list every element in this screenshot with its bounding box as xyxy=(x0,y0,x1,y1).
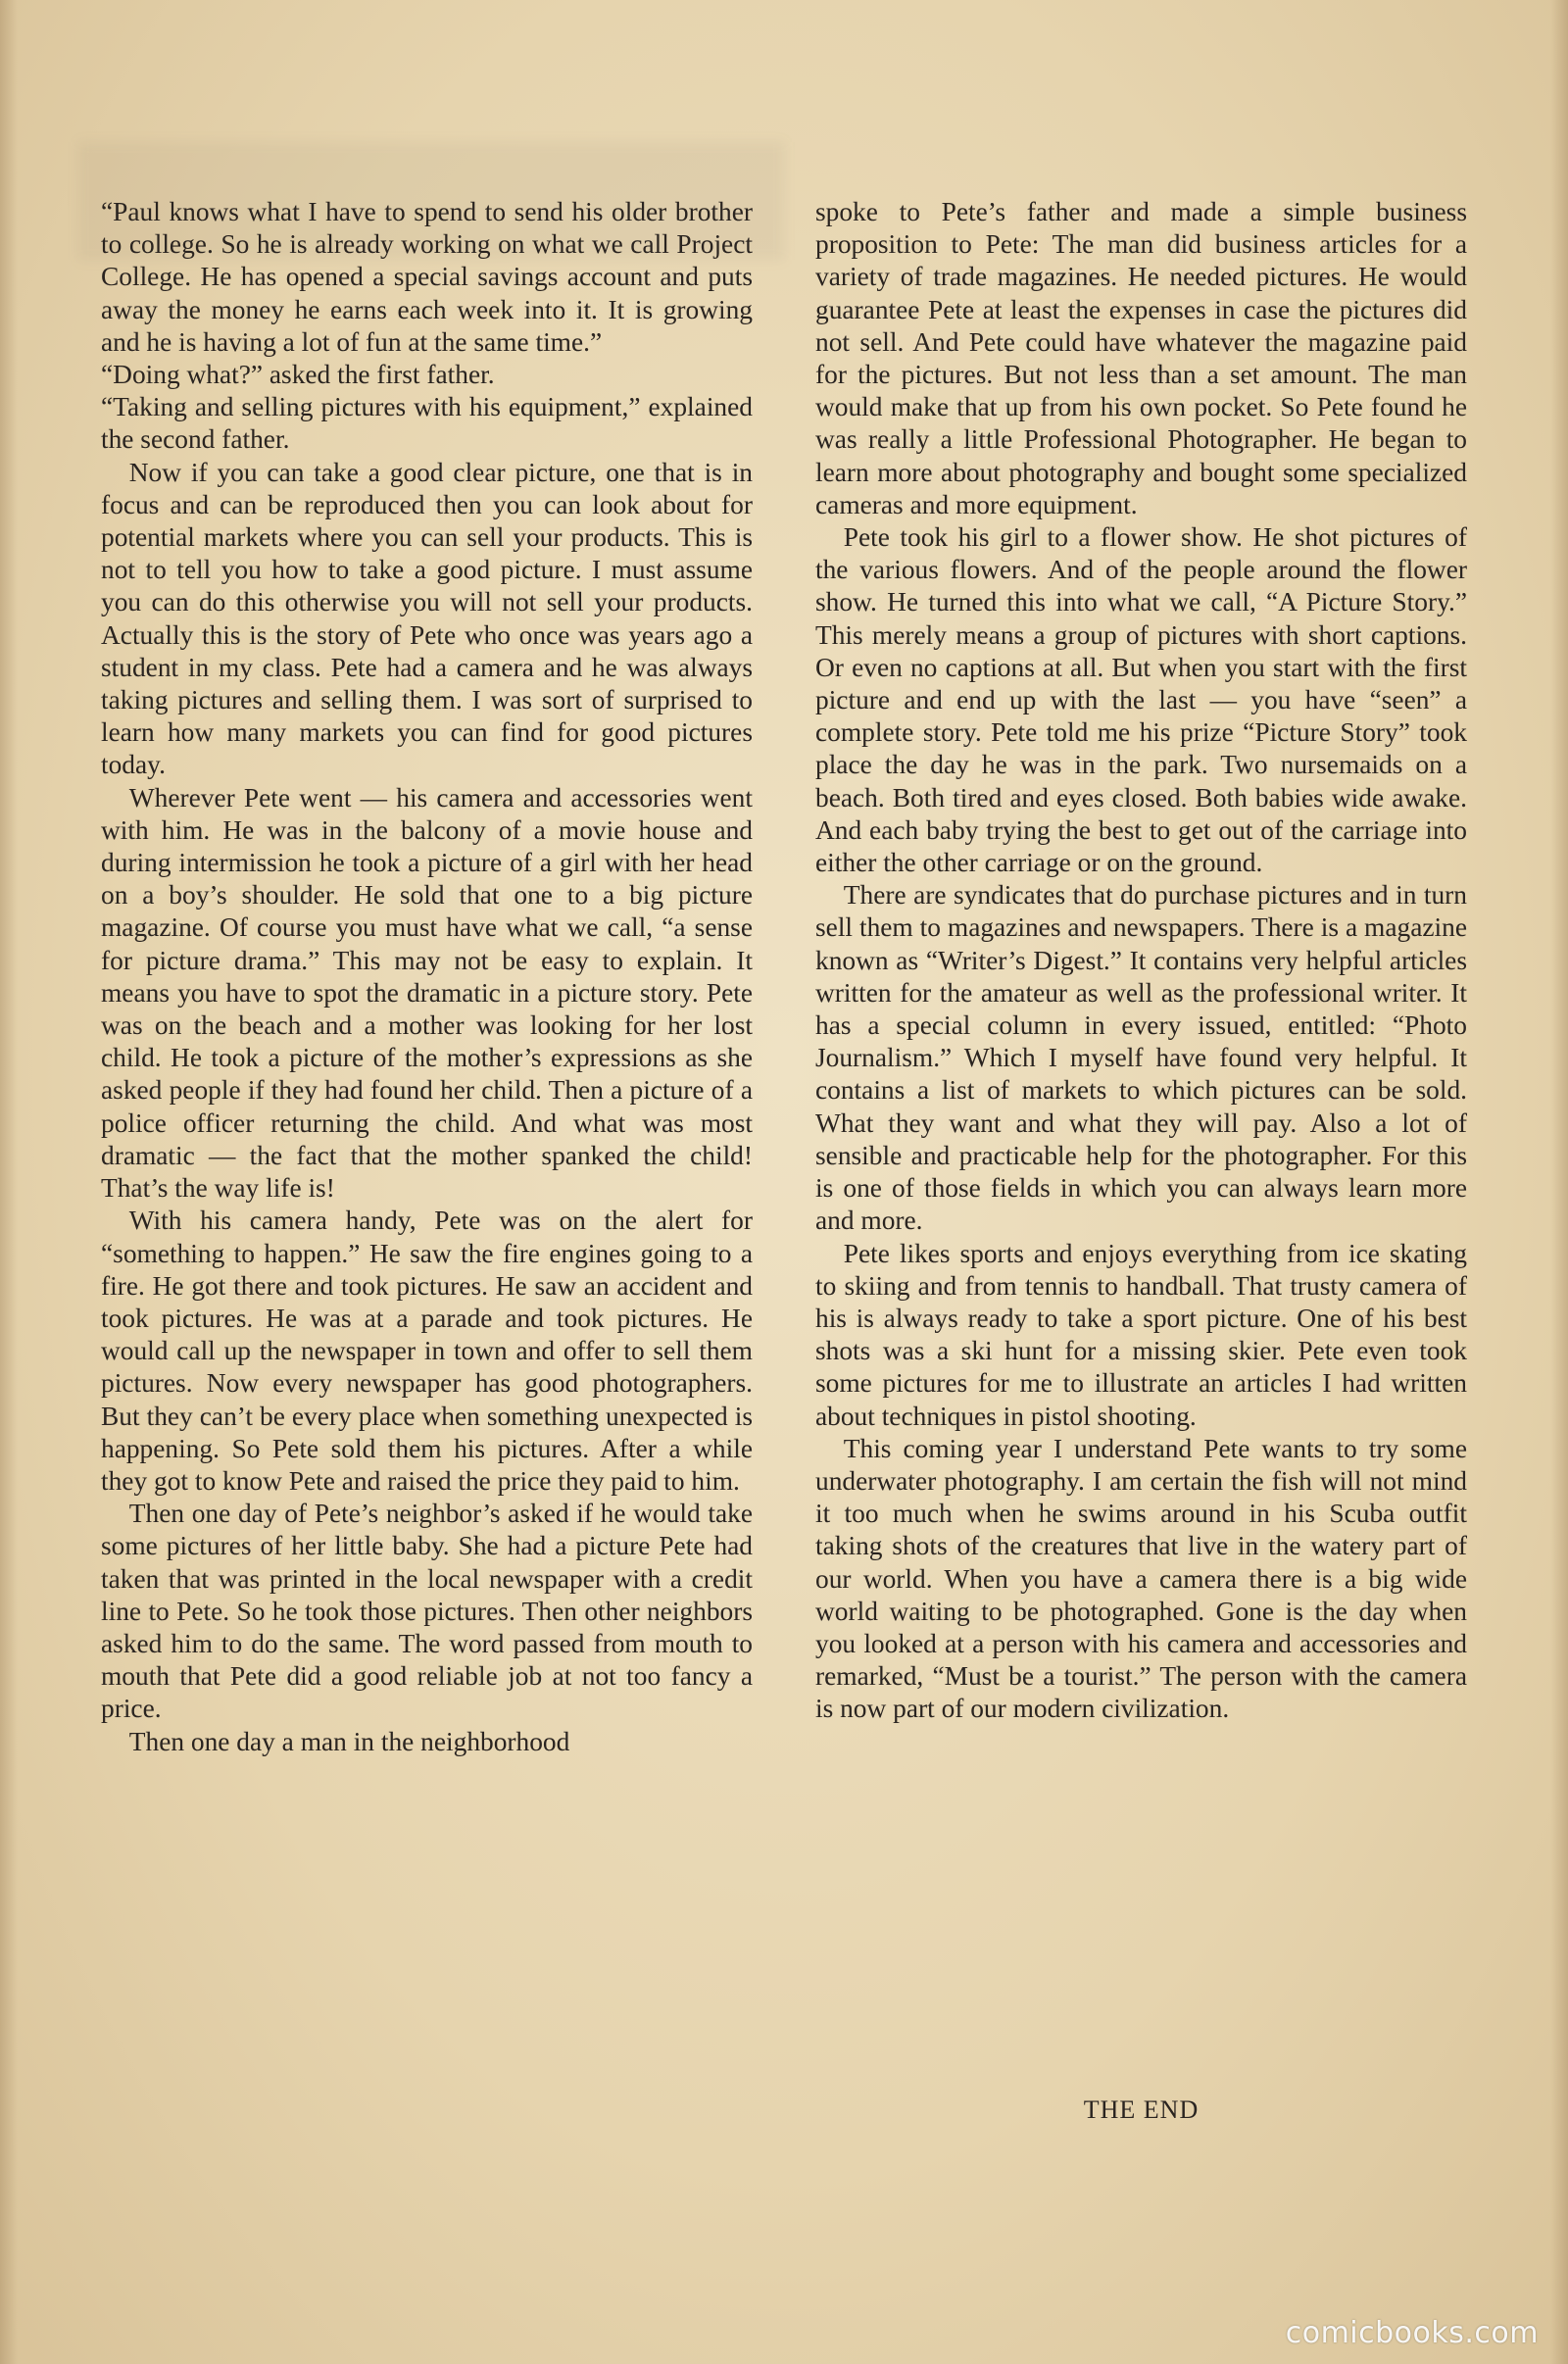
paragraph: “Taking and selling pictures with his equipment,” explained the second father. xyxy=(101,392,753,455)
paragraph: “Paul knows what I have to spend to send his older brother to college. So he is already working on what we call Project College. He has opened a special savings account and puts away the money he earns each week into it. It is growing and he is having a lot of fun at the same time.” xyxy=(101,197,753,357)
paragraph: There are syndicates that do purchase pictures and in turn sell them to magazines and newspapers. There is a magazine known as “Writer’s Digest.” It contains very helpful articles written for the amateur as well as the professional writer. It has a special column in every issued, entitled: “Photo Journalism.” Which I myself have found very helpful. It contains a list of markets to which pictures can be sold. What they want and what they will pay. Also a lot of sensible and practicable help for the photographer. For this is one of those fields in which you can always learn more and more. xyxy=(815,880,1467,1236)
right-column xyxy=(815,196,1467,1726)
paragraph: Then one day a man in the neighborhood xyxy=(128,1726,570,1756)
paragraph: With his camera handy, Pete was on the alert for “something to happen.” He saw the fire engines going to a fire. He got there and took pictures. He saw an accident and took pictures. He was at a parade and took pictures. He would call up the newspaper in town and offer to sell them pictures. Now every newspaper has good photographers. But they can’t be every place when something unexpected is happening. So Pete sold them his pictures. After a while they got to know Pete and raised the price they paid to him. xyxy=(101,1206,753,1496)
paragraph: Pete likes sports and enjoys everything from ice skating to skiing and from tennis to handball. That trusty camera of his is always ready to take a sport picture. One of his best shots was a ski hunt for a missing skier. Pete even took some pictures for me to illustrate an articles I had written about techniques in pistol shooting. xyxy=(815,1238,1467,1431)
paragraph: This coming year I understand Pete wants to try some underwater photography. I am certain the fish will not mind it too much when he swims around in his Scuba outfit taking shots of the creatures that live in the watery part of our world. When you have a camera there is a big wide world waiting to be photographed. Gone is the day when you looked at a person with his camera and accessories and remarked, “Must be a tourist.” The person with the camera is now part of our modern civilization. xyxy=(815,1433,1467,1724)
source-watermark: comicbooks.com xyxy=(1285,2316,1539,2350)
page-edge-right xyxy=(1550,0,1568,2364)
page-edge-left xyxy=(0,0,18,2364)
paragraph: Wherever Pete went — his camera and accessories went with him. He was in the balcony of a movie house and during intermission he took a picture of a girl with her head on a boy’s shoulder. He sold that one to a big picture magazine. Of course you must have what we call, “a sense for picture drama.” This may not be easy to explain. It means you have to spot the dramatic in a picture story. Pete was on the beach and a mother was looking for her lost child. He took a picture of the mother’s expressions as she asked people if they had found her child. Then a picture of a police officer returning the child. And what was most dramatic — the fact that the mother spanked the child! That’s the way life is! xyxy=(101,782,753,1204)
paragraph: Now if you can take a good clear picture, one that is in focus and can be reproduced then you can look about for potential markets where you can sell your products. This is not to tell you how to take a good picture. I must assume you can do this otherwise you will not sell your products. Actually this is the story of Pete who once was years ago a student in my class. Pete had a camera and he was always taking pictures and selling them. I was sort of surprised to learn how many markets you can find for good pictures today. xyxy=(101,457,753,780)
the-end-label: THE END xyxy=(1083,2095,1200,2124)
paragraph: Pete took his girl to a flower show. He shot pictures of the various flowers. And of the people around the flower show. He turned this into what we call, “A Picture Story.” This merely means a group of pictures with short captions. Or even no captions at all. But when you start with the first picture and end up with the last — you have “seen” a complete story. Pete told me his prize “Picture Story” took place the day he was in the park. Two nursemaids on a beach. Both tired and eyes closed. Both babies wide awake. And each baby trying the best to get out of the carriage into either the other carriage or on the ground. xyxy=(815,522,1467,878)
paragraph: spoke to Pete’s father and made a simple business proposition to Pete: The man did business articles for a variety of trade magazines. He needed pictures. He would guarantee Pete at least the expenses in case the pictures did not sell. And Pete could have whatever the magazine paid for the pictures. But not less than a set amount. The man would make that up from his own pocket. So Pete found he was really a little Professional Photographer. He began to learn more about photography and bought some specialized cameras and more equipment. xyxy=(815,197,1467,519)
left-column xyxy=(101,196,753,1758)
paragraph: “Doing what?” asked the first father. xyxy=(101,360,495,390)
paragraph: Then one day of Pete’s neighbor’s asked if he would take some pictures of her little baby. She had a picture Pete had taken that was printed in the local newspaper with a credit line to Pete. So he took those pictures. Then other neighbors asked him to do the same. The word passed from mouth to mouth that Pete did a good reliable job at not too fancy a price. xyxy=(101,1499,753,1724)
